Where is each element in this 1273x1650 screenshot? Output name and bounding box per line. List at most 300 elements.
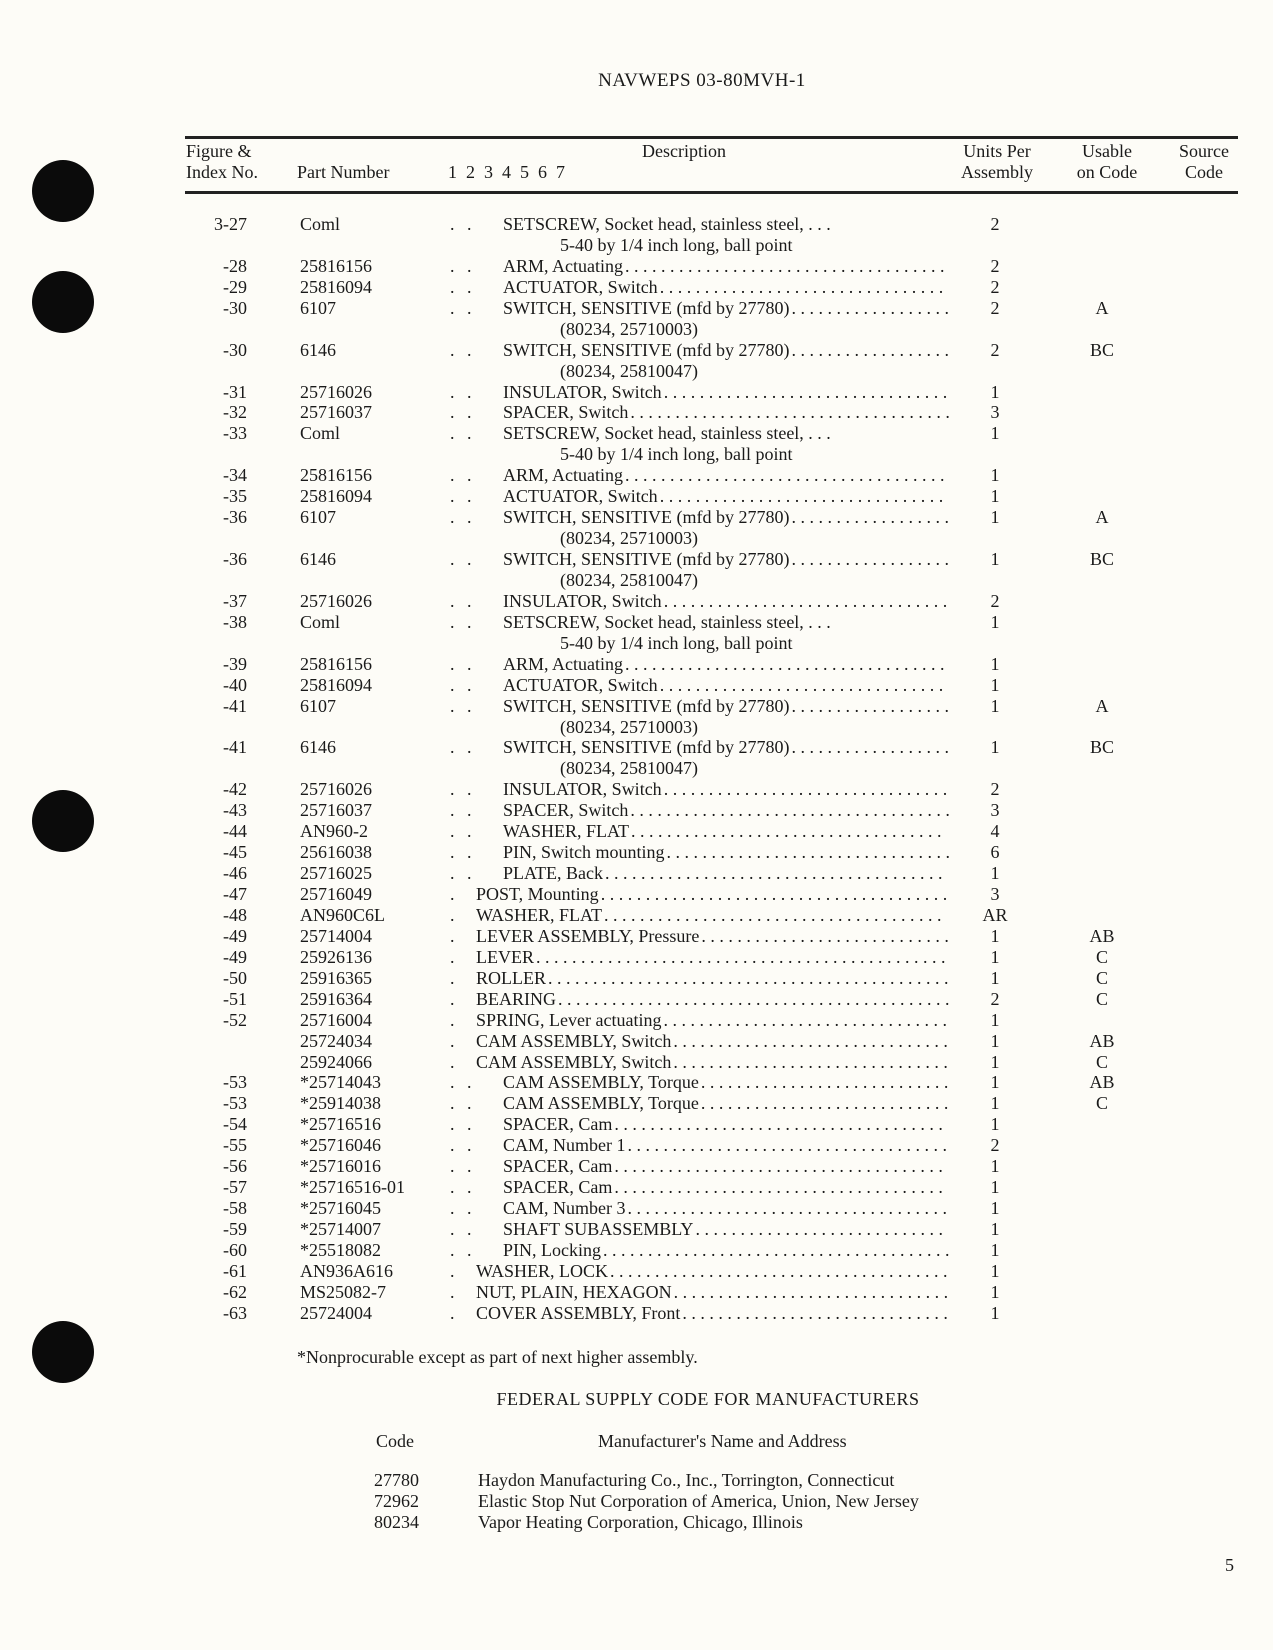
description: SWITCH, SENSITIVE (mfd by 27780): [503, 297, 790, 318]
table-row-continuation: [0, 444, 1273, 465]
table-row: [0, 821, 1273, 842]
indent-dots: .: [450, 1030, 459, 1051]
dot-leader: . . . . . . . . . . . . . . . . . . . . . . . . . . . . . .: [682, 1302, 948, 1323]
indent-dots: . .: [450, 1156, 476, 1177]
units-per-assembly: 1: [990, 653, 1000, 674]
dot-leader: . . . . . . . . . . . . . . . . . . . . . . . . . . . .: [700, 1093, 949, 1114]
table-row: [0, 1198, 1273, 1219]
description: COVER ASSEMBLY, Front: [476, 1302, 681, 1323]
figure-index: -48: [223, 904, 247, 925]
units-per-assembly: 2: [990, 339, 1000, 360]
table-row: [0, 486, 1273, 507]
units-per-assembly: 1: [990, 486, 1000, 507]
indent-dots: . .: [450, 381, 476, 402]
figure-index: -45: [223, 842, 247, 863]
dot-leader: . . . . . . . . . . . . . . . . . . . . . . . . . . . . . . . . . . . .: [625, 653, 945, 674]
description: PLATE, Back: [503, 863, 603, 884]
table-row: [0, 842, 1273, 863]
dot-leader: . . . . . . . . . . . . . . . . . . . . . . . . . . . .: [701, 925, 949, 946]
description: NUT, PLAIN, HEXAGON: [476, 1281, 672, 1302]
units-per-assembly: 1: [990, 1219, 1000, 1239]
figure-index: -42: [223, 779, 247, 800]
figure-index: -55: [223, 1135, 247, 1156]
part-number: AN936A616: [300, 1260, 393, 1281]
indent-dots: .: [450, 1281, 459, 1302]
description: SWITCH, SENSITIVE (mfd by 27780): [503, 507, 790, 528]
table-row: [0, 1240, 1273, 1261]
part-number: 25716026: [300, 590, 372, 611]
header-units-per-assembly: Units Per Assembly: [961, 141, 1033, 182]
punch-hole: [32, 160, 94, 222]
description: CAM ASSEMBLY, Switch: [476, 1030, 672, 1051]
indent-dots: . .: [450, 339, 476, 360]
table-row: [0, 926, 1273, 947]
part-number: 25716026: [300, 381, 372, 402]
dot-leader: . . . . . . . . . . . . . . . . . . . . . . . . . . . . . . . . . . . . . . . . . . . . . .: [536, 946, 946, 967]
description: CAM ASSEMBLY, Torque: [503, 1072, 699, 1093]
units-per-assembly: 2: [990, 988, 1000, 1009]
table-row: [0, 1177, 1273, 1198]
indent-dots: . .: [450, 737, 476, 758]
figure-index: -50: [223, 967, 247, 988]
units-per-assembly: 1: [990, 1260, 1000, 1281]
part-number: *25714007: [300, 1219, 381, 1239]
description: CAM, Number 1: [503, 1135, 626, 1156]
indent-dots: . .: [450, 674, 476, 695]
table-row: [0, 465, 1273, 486]
units-per-assembly: 1: [990, 381, 1000, 402]
dot-leader: . . . . . . . . . . . . . . . . . . . . . . . . . . . . . . . .: [659, 276, 944, 297]
table-row: [0, 423, 1273, 444]
table-row: [0, 256, 1273, 277]
figure-index: -62: [223, 1281, 247, 1302]
description: SPRING, Lever actuating: [476, 1009, 662, 1030]
indent-dots: .: [450, 988, 459, 1009]
figure-index: -36: [223, 507, 247, 528]
part-number: 6107: [300, 507, 336, 528]
usable-on-code: C: [1095, 1051, 1108, 1072]
indent-dots: . .: [450, 821, 476, 842]
usable-on-code: AB: [1089, 925, 1115, 946]
dot-leader: . . . . . . . . . . . . . . . . . .: [791, 549, 949, 569]
table-row-continuation: [0, 319, 1273, 340]
usable-on-code: BC: [1089, 737, 1114, 758]
dot-leader: . . . . . . . . . . . . . . . . . . . . . . . . . . . .: [700, 1072, 949, 1093]
description: PIN, Switch mounting: [503, 842, 665, 863]
dot-leader: . . . . . . . . . . . . . . . . . . . . . . . . . . . . . . .: [673, 1051, 948, 1072]
indent-dots: . .: [450, 255, 476, 276]
figure-index: -30: [223, 297, 247, 318]
figure-index: -40: [223, 674, 247, 695]
table-row-continuation: [0, 361, 1273, 382]
indent-dots: .: [450, 1302, 459, 1323]
dot-leader: . . . . . . . . . . . . . . . . . . . . . . . . . . . . . . . .: [663, 1009, 947, 1030]
indent-dots: . .: [450, 214, 476, 234]
figure-index: -33: [223, 423, 247, 444]
table-row: [0, 340, 1273, 361]
indent-dots: . .: [450, 276, 476, 297]
description: SETSCREW, Socket head, stainless steel, . . .: [503, 214, 831, 234]
figure-index: -59: [223, 1219, 247, 1239]
indent-dots: . .: [450, 611, 476, 632]
table-row: [0, 591, 1273, 612]
dot-leader: . . . . . . . . . . . . . . . . . . . . . . . . . . . . . . . . . . . .: [625, 465, 945, 486]
part-number: 25724004: [300, 1302, 372, 1323]
indent-dots: . .: [450, 486, 476, 507]
description: CAM ASSEMBLY, Switch: [476, 1051, 672, 1072]
description: SPACER, Switch: [503, 800, 629, 821]
table-row: [0, 884, 1273, 905]
indent-dots: . .: [450, 653, 476, 674]
part-number: *25518082: [300, 1239, 381, 1260]
figure-index: -35: [223, 486, 247, 507]
dot-leader: . . . . . . . . . . . . . . . . . . . . . . . . . . . . . . . . . . . . . .: [610, 1260, 948, 1281]
description: POST, Mounting: [476, 884, 599, 904]
part-number: 25916364: [300, 988, 372, 1009]
part-number: 25816156: [300, 653, 372, 674]
description: ACTUATOR, Switch: [503, 486, 658, 507]
dot-leader: . . . . . . . . . . . . . . . . . . . . . . . . . . . . . . .: [673, 1030, 948, 1051]
units-per-assembly: AR: [982, 904, 1008, 925]
indent-dots: .: [450, 884, 459, 904]
dot-leader: . . . . . . . . . . . . . . . . . .: [791, 737, 949, 758]
part-number: 25716037: [300, 800, 372, 821]
usable-on-code: AB: [1089, 1072, 1115, 1093]
description-continuation: 5-40 by 1/4 inch long, ball point: [560, 234, 793, 255]
manufacturer-name: Elastic Stop Nut Corporation of America, Union, New Jersey: [478, 1491, 919, 1511]
units-per-assembly: 2: [990, 779, 1000, 800]
description: SWITCH, SENSITIVE (mfd by 27780): [503, 549, 790, 569]
supply-code: 72962: [374, 1491, 419, 1511]
header-part-number: Part Number: [297, 162, 390, 182]
figure-index: -39: [223, 653, 247, 674]
units-per-assembly: 1: [990, 507, 1000, 528]
part-number: AN960-2: [300, 821, 368, 842]
units-per-assembly: 1: [990, 1198, 1000, 1219]
dot-leader: . . . . . . . . . . . . . . . . . .: [791, 297, 949, 318]
indent-dots: . .: [450, 1198, 476, 1219]
figure-index: -58: [223, 1198, 247, 1219]
indent-dots: .: [450, 1009, 459, 1030]
indent-dots: . .: [450, 423, 476, 444]
units-per-assembly: 1: [990, 1156, 1000, 1177]
part-number: *25716046: [300, 1135, 381, 1156]
document-id: NAVWEPS 03-80MVH-1: [598, 70, 806, 91]
table-row: [0, 402, 1273, 423]
figure-index: -52: [223, 1009, 247, 1030]
description: SPACER, Cam: [503, 1177, 613, 1198]
part-number: 25716004: [300, 1009, 372, 1030]
description: ARM, Actuating: [503, 653, 623, 674]
description: WASHER, FLAT: [503, 821, 630, 842]
description-continuation: (80234, 25710003): [560, 528, 698, 549]
units-per-assembly: 1: [990, 925, 1000, 946]
indent-dots: . .: [450, 1072, 476, 1093]
dot-leader: . . . . . . . . . . . . . . . . . . . . . . . . . . . . . . .: [673, 1281, 949, 1302]
dot-leader: . . . . . . . . . . . . . . . . . . . . . . . . . . . . . . . .: [663, 381, 948, 402]
dot-leader: . . . . . . . . . . . . . . . . . . . . . . . . . . . . . . . . . . . . . . . . . . . . .: [548, 967, 949, 988]
dot-leader: . . . . . . . . . . . . . . . . . . . . . . . . . . . . . . . . . . . .: [627, 1198, 947, 1219]
figure-index: -38: [223, 611, 247, 632]
figure-index: -37: [223, 590, 247, 611]
description: PIN, Locking: [503, 1239, 601, 1260]
table-row: [0, 905, 1273, 926]
table-row: [0, 1072, 1273, 1093]
figure-index: -28: [223, 255, 247, 276]
description: LEVER ASSEMBLY, Pressure: [476, 925, 700, 946]
part-number: *25716016: [300, 1156, 381, 1177]
dot-leader: . . . . . . . . . . . . . . . . . . . . . . . . . . . . . . . .: [663, 590, 948, 611]
description: BEARING: [476, 988, 556, 1009]
table-row-continuation: [0, 633, 1273, 654]
table-row: [0, 1219, 1273, 1240]
figure-index: -41: [223, 695, 247, 716]
header-indent-levels: 1 2 3 4 5 6 7: [448, 162, 565, 182]
indent-dots: .: [450, 904, 459, 925]
indent-dots: . .: [450, 590, 476, 611]
description: ARM, Actuating: [503, 465, 623, 486]
table-row: [0, 675, 1273, 696]
units-per-assembly: 1: [990, 1051, 1000, 1072]
description-continuation: (80234, 25810047): [560, 569, 698, 590]
table-row: [0, 863, 1273, 884]
description: WASHER, FLAT: [476, 904, 603, 925]
part-number: Coml: [300, 611, 341, 632]
indent-dots: . .: [450, 842, 476, 863]
table-row: [0, 1261, 1273, 1282]
table-row: [0, 779, 1273, 800]
table-row-continuation: [0, 758, 1273, 779]
parts-table-body: [0, 214, 1273, 1324]
figure-index: -46: [223, 863, 247, 884]
part-number: 25916365: [300, 967, 372, 988]
figure-index: -49: [223, 925, 247, 946]
figure-index: -56: [223, 1156, 247, 1177]
part-number: *25914038: [300, 1093, 381, 1114]
units-per-assembly: 2: [990, 255, 1000, 276]
description-continuation: 5-40 by 1/4 inch long, ball point: [560, 444, 793, 465]
description: WASHER, LOCK: [476, 1260, 609, 1281]
manufacturer-name: Vapor Heating Corporation, Chicago, Illinois: [478, 1512, 803, 1532]
units-per-assembly: 2: [990, 297, 1000, 318]
table-row: [0, 737, 1273, 758]
dot-leader: . . . . . . . . . . . . . . . . . . . . . . . . . . . . . . . . . . . . . .: [604, 904, 942, 925]
part-number: 6107: [300, 297, 336, 318]
description: SPACER, Switch: [503, 402, 629, 423]
units-per-assembly: 3: [990, 402, 1000, 423]
table-row-continuation: [0, 235, 1273, 256]
figure-index: -47: [223, 884, 247, 904]
indent-dots: .: [450, 1051, 459, 1072]
figure-index: -60: [223, 1239, 247, 1260]
figure-index: -53: [223, 1072, 247, 1093]
indent-dots: .: [450, 967, 459, 988]
figure-index: 3-27: [214, 214, 247, 234]
units-per-assembly: 1: [990, 465, 1000, 486]
part-number: 6146: [300, 737, 336, 758]
part-number: 25716025: [300, 863, 372, 884]
figure-index: -31: [223, 381, 247, 402]
dot-leader: . . . . . . . . . . . . . . . . . . . . . . . . . . . . . . . . . . . . .: [614, 1177, 943, 1198]
table-row: [0, 1303, 1273, 1324]
usable-on-code: A: [1095, 507, 1109, 528]
indent-dots: . .: [450, 1114, 476, 1135]
figure-index: -44: [223, 821, 247, 842]
figure-index: -53: [223, 1093, 247, 1114]
units-per-assembly: 2: [990, 214, 1000, 234]
units-per-assembly: 1: [990, 549, 1000, 569]
supply-code: 80234: [374, 1512, 419, 1532]
dot-leader: . . . . . . . . . . . . . . . . . . . . . . . . . . . . . . . . . . . . . . . . . . . .: [558, 988, 950, 1009]
dot-leader: . . . . . . . . . . . . . . . . . . . . . . . . . . . .: [695, 1219, 943, 1239]
units-per-assembly: 1: [990, 1302, 1000, 1323]
figure-index: -61: [223, 1260, 247, 1281]
units-per-assembly: 1: [990, 1114, 1000, 1135]
figure-index: -54: [223, 1114, 247, 1135]
supply-code-header: Code: [376, 1431, 414, 1451]
indent-dots: . .: [450, 507, 476, 528]
description-continuation: (80234, 25710003): [560, 318, 698, 339]
table-row: [0, 1010, 1273, 1031]
figure-index: -36: [223, 549, 247, 569]
units-per-assembly: 1: [990, 1281, 1000, 1302]
units-per-assembly: 1: [990, 1072, 1000, 1093]
header-description: Description: [642, 141, 726, 161]
units-per-assembly: 1: [990, 946, 1000, 967]
table-row: [0, 654, 1273, 675]
dot-leader: . . . . . . . . . . . . . . . . . . . . . . . . . . . . . . . . . . .: [631, 821, 942, 842]
units-per-assembly: 1: [990, 863, 1000, 884]
part-number: 25926136: [300, 946, 372, 967]
part-number: 25716049: [300, 884, 372, 904]
figure-index: -34: [223, 465, 247, 486]
table-row-continuation: [0, 717, 1273, 738]
table-row: [0, 214, 1273, 235]
part-number: 6146: [300, 339, 336, 360]
part-number: *25716516: [300, 1114, 381, 1135]
indent-dots: . .: [450, 465, 476, 486]
units-per-assembly: 1: [990, 967, 1000, 988]
dot-leader: . . . . . . . . . . . . . . . . . . . . . . . . . . . . . . . .: [663, 779, 948, 800]
part-number: 25816156: [300, 465, 372, 486]
table-row: [0, 382, 1273, 403]
manufacturer-header: Manufacturer's Name and Address: [598, 1431, 847, 1451]
figure-index: -57: [223, 1177, 247, 1198]
figure-index: -30: [223, 339, 247, 360]
page-number: 5: [1225, 1555, 1234, 1575]
table-header-rule: [185, 191, 1238, 194]
part-number: 6107: [300, 695, 336, 716]
figure-index: -41: [223, 737, 247, 758]
table-row: [0, 1156, 1273, 1177]
units-per-assembly: 1: [990, 1009, 1000, 1030]
table-row-continuation: [0, 570, 1273, 591]
dot-leader: . . . . . . . . . . . . . . . . . . . . . . . . . . . . . . . .: [659, 674, 944, 695]
description: SHAFT SUBASSEMBLY: [503, 1219, 694, 1239]
units-per-assembly: 1: [990, 737, 1000, 758]
part-number: 6146: [300, 549, 336, 569]
part-number: 25714004: [300, 925, 372, 946]
part-number: 25616038: [300, 842, 372, 863]
part-number: 25716026: [300, 779, 372, 800]
description: ROLLER: [476, 967, 546, 988]
dot-leader: . . . . . . . . . . . . . . . . . . . . . . . . . . . . . . . . . . . .: [627, 1135, 947, 1156]
punch-hole: [32, 1321, 94, 1383]
part-number: AN960C6L: [300, 904, 385, 925]
description: SPACER, Cam: [503, 1114, 613, 1135]
units-per-assembly: 1: [990, 674, 1000, 695]
description: ARM, Actuating: [503, 255, 623, 276]
part-number: 25816156: [300, 255, 372, 276]
manufacturer-name: Haydon Manufacturing Co., Inc., Torrington, Connecticut: [478, 1470, 895, 1490]
description: CAM ASSEMBLY, Torque: [503, 1093, 699, 1114]
usable-on-code: A: [1095, 695, 1109, 716]
part-number: 25924066: [300, 1051, 372, 1072]
supply-code: 27780: [374, 1470, 419, 1490]
figure-index: -49: [223, 946, 247, 967]
part-number: *25716516-01: [300, 1177, 405, 1198]
units-per-assembly: 2: [990, 276, 1000, 297]
table-row: [0, 298, 1273, 319]
indent-dots: . .: [450, 1093, 476, 1114]
units-per-assembly: 3: [990, 800, 1000, 821]
units-per-assembly: 1: [990, 1093, 1000, 1114]
part-number: 25816094: [300, 486, 372, 507]
description-continuation: 5-40 by 1/4 inch long, ball point: [560, 632, 793, 653]
units-per-assembly: 2: [990, 590, 1000, 611]
dot-leader: . . . . . . . . . . . . . . . . . .: [791, 507, 949, 528]
dot-leader: . . . . . . . . . . . . . . . . . . . . . . . . . . . . . . . . . . . . . . .: [600, 884, 948, 904]
usable-on-code: C: [1095, 988, 1108, 1009]
description: LEVER: [476, 946, 534, 967]
usable-on-code: C: [1095, 1093, 1108, 1114]
units-per-assembly: 2: [990, 1135, 1000, 1156]
dot-leader: . . . . . . . . . . . . . . . . . . . . . . . . . . . . . . . . . . . . . .: [604, 863, 943, 884]
usable-on-code: BC: [1089, 549, 1114, 569]
dot-leader: . . . . . . . . . . . . . . . . . .: [791, 695, 949, 716]
units-per-assembly: 1: [990, 423, 1000, 444]
indent-dots: . .: [450, 402, 476, 423]
part-number: *25714043: [300, 1072, 381, 1093]
supply-code-title: FEDERAL SUPPLY CODE FOR MANUFACTURERS: [496, 1389, 920, 1409]
description: CAM, Number 3: [503, 1198, 626, 1219]
header-source-code: Source Code: [1179, 141, 1229, 182]
units-per-assembly: 1: [990, 695, 1000, 716]
indent-dots: . .: [450, 549, 476, 569]
description: ACTUATOR, Switch: [503, 276, 658, 297]
description: SETSCREW, Socket head, stainless steel, . . .: [503, 423, 831, 444]
indent-dots: .: [450, 1260, 459, 1281]
indent-dots: . .: [450, 800, 476, 821]
table-row: [0, 1031, 1273, 1052]
description: SPACER, Cam: [503, 1156, 613, 1177]
dot-leader: . . . . . . . . . . . . . . . . . . . . . . . . . . . . . . . . . . . . .: [614, 1114, 943, 1135]
units-per-assembly: 4: [990, 821, 1000, 842]
dot-leader: . . . . . . . . . . . . . . . . . . . . . . . . . . . . . . . . . . . . . . .: [603, 1239, 950, 1260]
part-number: 25724034: [300, 1030, 372, 1051]
units-per-assembly: 1: [990, 1239, 1000, 1260]
indent-dots: . .: [450, 1177, 476, 1198]
table-row: [0, 1135, 1273, 1156]
table-row: [0, 1052, 1273, 1073]
description-continuation: (80234, 25810047): [560, 758, 698, 779]
indent-dots: . .: [450, 297, 476, 318]
part-number: MS25082-7: [300, 1281, 387, 1302]
units-per-assembly: 6: [990, 842, 1000, 863]
table-row: [0, 612, 1273, 633]
description: SWITCH, SENSITIVE (mfd by 27780): [503, 695, 790, 716]
part-number: 25816094: [300, 674, 372, 695]
